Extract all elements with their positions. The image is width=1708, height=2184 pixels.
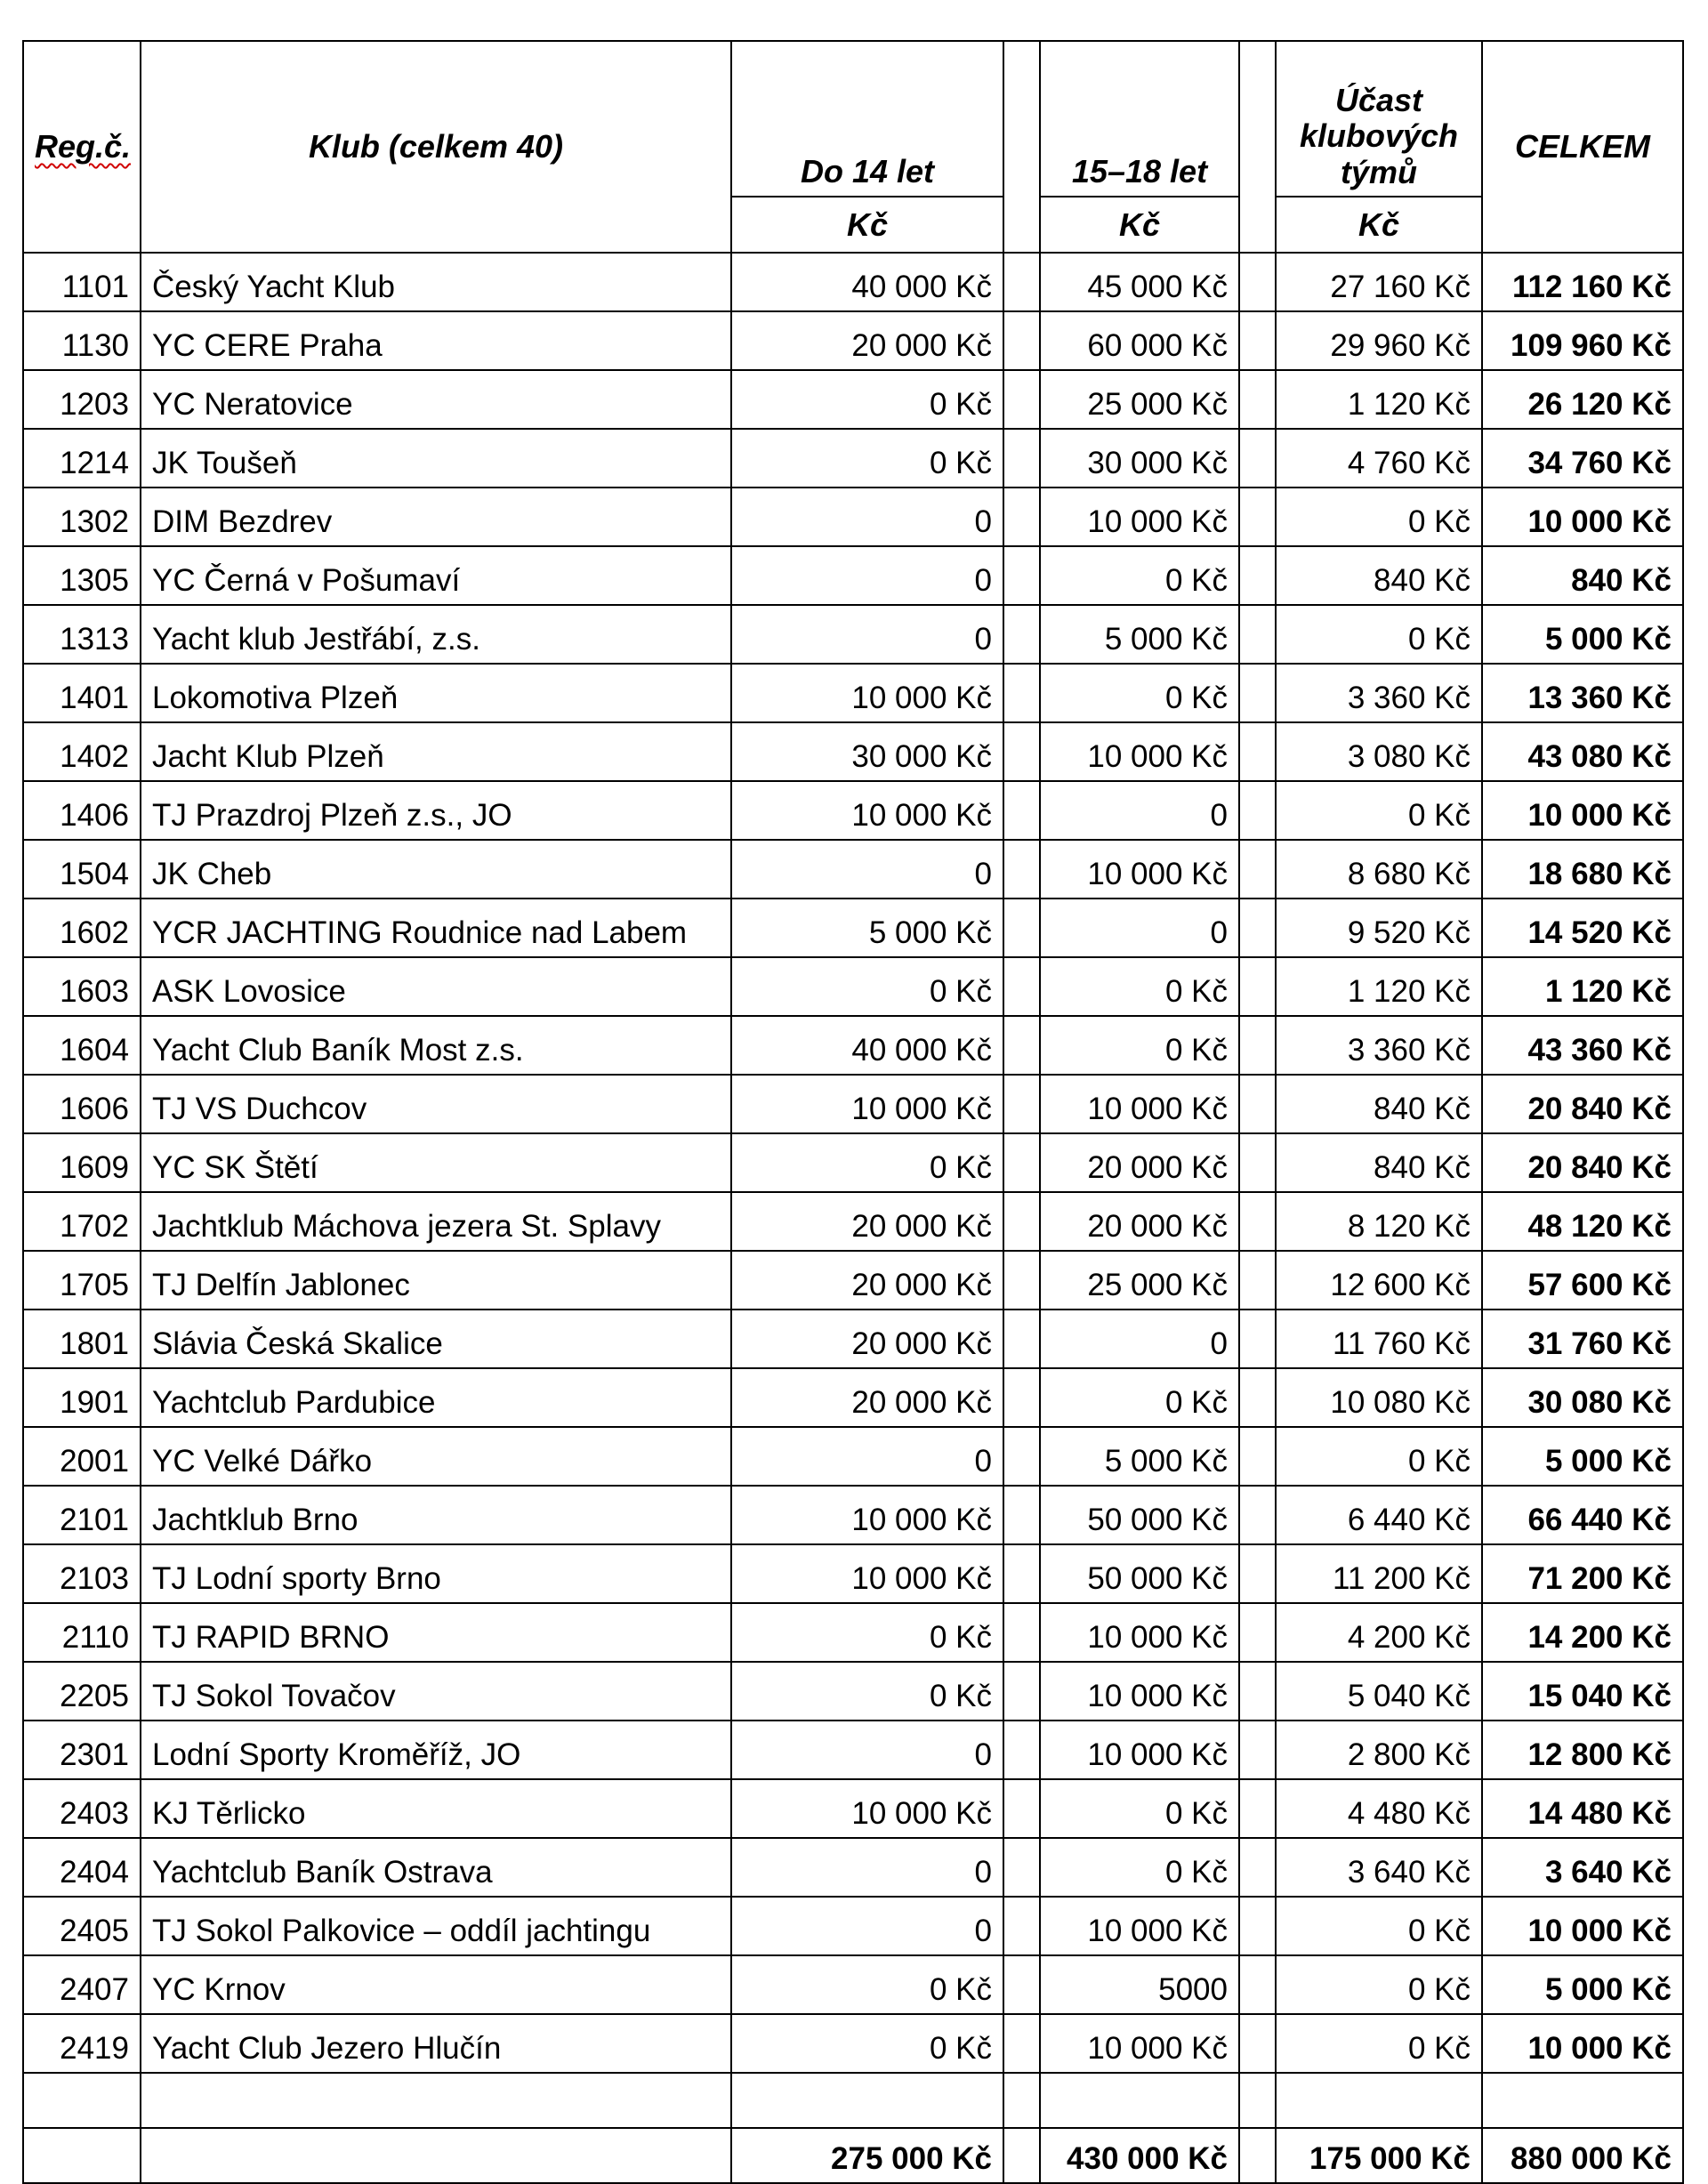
cell-total: 43 080 Kč: [1482, 722, 1683, 781]
cell-15-18: 0 Kč: [1040, 1368, 1239, 1427]
cell-15-18: 50 000 Kč: [1040, 1486, 1239, 1544]
cell-reg: 2405: [23, 1897, 141, 1955]
cell-club-teams: 0 Kč: [1276, 781, 1482, 840]
cell-under-14: 10 000 Kč: [731, 1544, 1003, 1603]
cell-total: 10 000 Kč: [1482, 781, 1683, 840]
cell-club: Yacht klub Jestřábí, z.s.: [141, 605, 731, 664]
spacer-cell: [1239, 311, 1276, 370]
cell-club: YC Velké Dářko: [141, 1427, 731, 1486]
spacer-cell: [1003, 1779, 1040, 1838]
spacer-cell: [1239, 429, 1276, 488]
cell-reg: 2419: [23, 2014, 141, 2073]
cell-reg: 2407: [23, 1955, 141, 2014]
cell-reg: 1603: [23, 957, 141, 1016]
spacer-cell: [1239, 1133, 1276, 1192]
grant-table: [22, 40, 1684, 2184]
header-unit-col1: Kč: [731, 197, 1003, 253]
cell-under-14: 0 Kč: [731, 957, 1003, 1016]
table-row: [23, 1016, 1683, 1075]
cell-reg: 1305: [23, 546, 141, 605]
spacer-cell: [1239, 1486, 1276, 1544]
cell-club-teams: 9 520 Kč: [1276, 899, 1482, 957]
table-row: [23, 546, 1683, 605]
cell-total: 15 040 Kč: [1482, 1662, 1683, 1721]
cell-reg: 1702: [23, 1192, 141, 1251]
cell-15-18: 0: [1040, 781, 1239, 840]
spacer-cell: [1239, 605, 1276, 664]
cell-15-18: 10 000 Kč: [1040, 2014, 1239, 2073]
cell-club: YC Černá v Pošumaví: [141, 546, 731, 605]
cell-under-14: 0: [731, 1838, 1003, 1897]
cell-reg: 1101: [23, 253, 141, 311]
cell-total: 18 680 Kč: [1482, 840, 1683, 899]
header-unit-col2: Kč: [1040, 197, 1239, 253]
spacer-cell: [1003, 1721, 1040, 1779]
cell-reg: 1406: [23, 781, 141, 840]
cell-15-18: 5 000 Kč: [1040, 605, 1239, 664]
cell-under-14: 10 000 Kč: [731, 664, 1003, 722]
cell-15-18: 0 Kč: [1040, 546, 1239, 605]
spacer-cell: [1003, 1662, 1040, 1721]
cell-club-teams: 1 120 Kč: [1276, 957, 1482, 1016]
header-total: CELKEM: [1482, 41, 1683, 253]
cell-under-14: 20 000 Kč: [731, 1310, 1003, 1368]
spacer-cell: [1239, 488, 1276, 546]
cell-under-14: 20 000 Kč: [731, 1368, 1003, 1427]
cell-club: JK Cheb: [141, 840, 731, 899]
cell-under-14: 0 Kč: [731, 1955, 1003, 2014]
table-row: [23, 1427, 1683, 1486]
cell-reg: 2404: [23, 1838, 141, 1897]
spacer-cell: [1239, 1544, 1276, 1603]
cell-total: 20 840 Kč: [1482, 1075, 1683, 1133]
cell-15-18: 20 000 Kč: [1040, 1192, 1239, 1251]
cell-total: 26 120 Kč: [1482, 370, 1683, 429]
cell-under-14: 0 Kč: [731, 1133, 1003, 1192]
table-row: [23, 1955, 1683, 2014]
cell-15-18: 5 000 Kč: [1040, 1427, 1239, 1486]
cell-reg: 1402: [23, 722, 141, 781]
spacer-cell: [1239, 899, 1276, 957]
cell-club-teams: 11 200 Kč: [1276, 1544, 1482, 1603]
spacer-cell: [1003, 1075, 1040, 1133]
spacer-cell: [1239, 1368, 1276, 1427]
spacer-cell: [1003, 605, 1040, 664]
cell-15-18: 0 Kč: [1040, 1779, 1239, 1838]
spacer-cell: [1239, 1016, 1276, 1075]
cell-reg: 2001: [23, 1427, 141, 1486]
cell-under-14: 0 Kč: [731, 2014, 1003, 2073]
header-col2: 15–18 let: [1040, 41, 1239, 197]
cell-under-14: 0: [731, 488, 1003, 546]
table-row: [23, 1133, 1683, 1192]
cell-club-teams: 2 800 Kč: [1276, 1721, 1482, 1779]
spacer-cell: [1003, 253, 1040, 311]
spacer-cell: [1003, 1133, 1040, 1192]
cell-total: 12 800 Kč: [1482, 1721, 1683, 1779]
spacer-cell: [1003, 899, 1040, 957]
cell-15-18: 10 000 Kč: [1040, 1603, 1239, 1662]
cell-15-18: 0 Kč: [1040, 1838, 1239, 1897]
cell-total: 48 120 Kč: [1482, 1192, 1683, 1251]
cell-under-14: 40 000 Kč: [731, 253, 1003, 311]
cell-club: Yacht Club Baník Most z.s.: [141, 1016, 731, 1075]
table-row: [23, 781, 1683, 840]
cell-15-18: 25 000 Kč: [1040, 370, 1239, 429]
cell-reg: 2103: [23, 1544, 141, 1603]
spacer-cell: [1003, 1368, 1040, 1427]
table-row: [23, 253, 1683, 311]
cell-total: 31 760 Kč: [1482, 1310, 1683, 1368]
cell-under-14: 30 000 Kč: [731, 722, 1003, 781]
table-row: [23, 899, 1683, 957]
cell-total: 109 960 Kč: [1482, 311, 1683, 370]
cell-15-18: 10 000 Kč: [1040, 1897, 1239, 1955]
cell-club-teams: 29 960 Kč: [1276, 311, 1482, 370]
spacer-cell: [1003, 1603, 1040, 1662]
cell-club: TJ Sokol Tovačov: [141, 1662, 731, 1721]
cell-club-teams: 840 Kč: [1276, 1075, 1482, 1133]
cell-under-14: 0: [731, 605, 1003, 664]
cell-under-14: 0: [731, 546, 1003, 605]
cell-total: 5 000 Kč: [1482, 1427, 1683, 1486]
cell-club-teams: 0 Kč: [1276, 1955, 1482, 2014]
cell-15-18: 0: [1040, 1310, 1239, 1368]
cell-total: 840 Kč: [1482, 546, 1683, 605]
spacer-cell: [1003, 664, 1040, 722]
spacer-cell: [1003, 840, 1040, 899]
cell-total: 66 440 Kč: [1482, 1486, 1683, 1544]
cell-total: 10 000 Kč: [1482, 488, 1683, 546]
cell-15-18: 20 000 Kč: [1040, 1133, 1239, 1192]
spacer-cell: [1239, 370, 1276, 429]
table-row: [23, 664, 1683, 722]
spacer-cell: [1003, 1955, 1040, 2014]
totals-row: [23, 2128, 1683, 2183]
cell-under-14: 10 000 Kč: [731, 1486, 1003, 1544]
table-row: [23, 1251, 1683, 1310]
cell-club-teams: 3 640 Kč: [1276, 1838, 1482, 1897]
cell-club-teams: 1 120 Kč: [1276, 370, 1482, 429]
cell-total: 14 480 Kč: [1482, 1779, 1683, 1838]
cell-club-teams: 12 600 Kč: [1276, 1251, 1482, 1310]
cell-under-14: 0 Kč: [731, 1662, 1003, 1721]
cell-total: 71 200 Kč: [1482, 1544, 1683, 1603]
cell-reg: 1401: [23, 664, 141, 722]
spacer-cell: [1003, 1486, 1040, 1544]
cell-15-18: 50 000 Kč: [1040, 1544, 1239, 1603]
spacer-cell: [1003, 546, 1040, 605]
cell-total: 14 520 Kč: [1482, 899, 1683, 957]
spacer-cell: [1003, 370, 1040, 429]
cell-under-14: 40 000 Kč: [731, 1016, 1003, 1075]
total-col3: 175 000 Kč: [1276, 2128, 1482, 2183]
cell-club: TJ Lodní sporty Brno: [141, 1544, 731, 1603]
table-row: [23, 957, 1683, 1016]
table-row: [23, 1838, 1683, 1897]
table-row: [23, 1544, 1683, 1603]
cell-reg: 1313: [23, 605, 141, 664]
spacer-cell: [1239, 1721, 1276, 1779]
spacer-cell: [1003, 1838, 1040, 1897]
cell-reg: 1705: [23, 1251, 141, 1310]
cell-club: KJ Těrlicko: [141, 1779, 731, 1838]
table-row: [23, 1075, 1683, 1133]
cell-under-14: 0 Kč: [731, 429, 1003, 488]
cell-reg: 1214: [23, 429, 141, 488]
spacer-cell: [1239, 253, 1276, 311]
cell-under-14: 0: [731, 1897, 1003, 1955]
cell-club: YC Neratovice: [141, 370, 731, 429]
table-row: [23, 2014, 1683, 2073]
cell-15-18: 10 000 Kč: [1040, 1075, 1239, 1133]
table-row: [23, 1662, 1683, 1721]
cell-club-teams: 0 Kč: [1276, 1427, 1482, 1486]
cell-club-teams: 3 360 Kč: [1276, 664, 1482, 722]
cell-under-14: 20 000 Kč: [731, 1192, 1003, 1251]
cell-under-14: 5 000 Kč: [731, 899, 1003, 957]
cell-15-18: 10 000 Kč: [1040, 1662, 1239, 1721]
table-row: [23, 1897, 1683, 1955]
cell-reg: 2403: [23, 1779, 141, 1838]
cell-reg: 1801: [23, 1310, 141, 1368]
cell-club: Yachtclub Pardubice: [141, 1368, 731, 1427]
cell-club: ASK Lovosice: [141, 957, 731, 1016]
spacer-cell: [1239, 1251, 1276, 1310]
cell-total: 20 840 Kč: [1482, 1133, 1683, 1192]
total-col2: 430 000 Kč: [1040, 2128, 1239, 2183]
cell-under-14: 10 000 Kč: [731, 1075, 1003, 1133]
cell-club: TJ Prazdroj Plzeň z.s., JO: [141, 781, 731, 840]
cell-club-teams: 0 Kč: [1276, 605, 1482, 664]
cell-club-teams: 11 760 Kč: [1276, 1310, 1482, 1368]
table-row: [23, 840, 1683, 899]
spacer-cell: [1239, 1955, 1276, 2014]
table-row: [23, 311, 1683, 370]
cell-15-18: 60 000 Kč: [1040, 311, 1239, 370]
cell-reg: 1604: [23, 1016, 141, 1075]
cell-total: 5 000 Kč: [1482, 1955, 1683, 2014]
cell-under-14: 0 Kč: [731, 1603, 1003, 1662]
spacer-cell: [1239, 546, 1276, 605]
cell-reg: 1606: [23, 1075, 141, 1133]
cell-reg: 1602: [23, 899, 141, 957]
cell-total: 34 760 Kč: [1482, 429, 1683, 488]
spacer-cell: [1003, 429, 1040, 488]
cell-15-18: 0: [1040, 899, 1239, 957]
cell-reg: 1901: [23, 1368, 141, 1427]
cell-club: Yacht Club Jezero Hlučín: [141, 2014, 731, 2073]
cell-15-18: 0 Kč: [1040, 1016, 1239, 1075]
cell-total: 43 360 Kč: [1482, 1016, 1683, 1075]
grand-total: 880 000 Kč: [1482, 2128, 1683, 2183]
cell-club: Lokomotiva Plzeň: [141, 664, 731, 722]
cell-club: Slávia Česká Skalice: [141, 1310, 731, 1368]
blank-row: [23, 2073, 1683, 2128]
table-row: [23, 1486, 1683, 1544]
spacer-cell: [1003, 1192, 1040, 1251]
cell-reg: 1130: [23, 311, 141, 370]
cell-reg: 2205: [23, 1662, 141, 1721]
cell-club-teams: 0 Kč: [1276, 2014, 1482, 2073]
spacer-cell: [1003, 957, 1040, 1016]
cell-under-14: 20 000 Kč: [731, 1251, 1003, 1310]
cell-club: TJ Sokol Palkovice – oddíl jachtingu: [141, 1897, 731, 1955]
header-club: Klub (celkem 40): [141, 41, 731, 253]
cell-under-14: 20 000 Kč: [731, 311, 1003, 370]
cell-total: 112 160 Kč: [1482, 253, 1683, 311]
total-col1: 275 000 Kč: [731, 2128, 1003, 2183]
cell-club-teams: 3 360 Kč: [1276, 1016, 1482, 1075]
cell-under-14: 10 000 Kč: [731, 1779, 1003, 1838]
cell-club-teams: 4 480 Kč: [1276, 1779, 1482, 1838]
cell-total: 1 120 Kč: [1482, 957, 1683, 1016]
spacer-cell: [1003, 2014, 1040, 2073]
spacer-cell: [1239, 1779, 1276, 1838]
cell-total: 30 080 Kč: [1482, 1368, 1683, 1427]
cell-club-teams: 0 Kč: [1276, 488, 1482, 546]
cell-15-18: 5000: [1040, 1955, 1239, 2014]
spacer-cell: [1239, 1897, 1276, 1955]
cell-reg: 2101: [23, 1486, 141, 1544]
table-row: [23, 1368, 1683, 1427]
table-row: [23, 722, 1683, 781]
cell-club: YC Krnov: [141, 1955, 731, 2014]
cell-club: Jachtklub Brno: [141, 1486, 731, 1544]
table-row: [23, 1310, 1683, 1368]
cell-15-18: 10 000 Kč: [1040, 1721, 1239, 1779]
spacer-cell: [1239, 957, 1276, 1016]
cell-under-14: 0: [731, 840, 1003, 899]
cell-club-teams: 10 080 Kč: [1276, 1368, 1482, 1427]
spacer-col: [1003, 41, 1040, 253]
header-unit-col3: Kč: [1276, 197, 1482, 253]
spacer-cell: [1239, 1838, 1276, 1897]
cell-total: 3 640 Kč: [1482, 1838, 1683, 1897]
cell-club-teams: 27 160 Kč: [1276, 253, 1482, 311]
header-reg: Reg.č.: [23, 41, 141, 253]
cell-club: YC CERE Praha: [141, 311, 731, 370]
spacer-cell: [1239, 1603, 1276, 1662]
cell-club: Yachtclub Baník Ostrava: [141, 1838, 731, 1897]
cell-15-18: 10 000 Kč: [1040, 840, 1239, 899]
cell-club-teams: 8 120 Kč: [1276, 1192, 1482, 1251]
cell-total: 10 000 Kč: [1482, 2014, 1683, 2073]
cell-under-14: 0: [731, 1721, 1003, 1779]
spacer-cell: [1239, 722, 1276, 781]
cell-15-18: 45 000 Kč: [1040, 253, 1239, 311]
cell-total: 13 360 Kč: [1482, 664, 1683, 722]
spacer-cell: [1003, 1427, 1040, 1486]
spacer-cell: [1239, 1662, 1276, 1721]
spacer-cell: [1003, 1310, 1040, 1368]
cell-reg: 1203: [23, 370, 141, 429]
header-col3: Účast klubových týmů: [1276, 41, 1482, 197]
table-row: [23, 488, 1683, 546]
cell-15-18: 25 000 Kč: [1040, 1251, 1239, 1310]
spacer-cell: [1003, 488, 1040, 546]
cell-club-teams: 5 040 Kč: [1276, 1662, 1482, 1721]
cell-club: DIM Bezdrev: [141, 488, 731, 546]
spacer-cell: [1003, 722, 1040, 781]
cell-club-teams: 3 080 Kč: [1276, 722, 1482, 781]
spacer-cell: [1239, 1427, 1276, 1486]
spacer-cell: [1239, 1075, 1276, 1133]
cell-total: 14 200 Kč: [1482, 1603, 1683, 1662]
cell-under-14: 0: [731, 1427, 1003, 1486]
table-row: [23, 1603, 1683, 1662]
cell-reg: 2301: [23, 1721, 141, 1779]
cell-total: 5 000 Kč: [1482, 605, 1683, 664]
cell-club: Jacht Klub Plzeň: [141, 722, 731, 781]
cell-reg: 1609: [23, 1133, 141, 1192]
spacer-cell: [1239, 1310, 1276, 1368]
cell-under-14: 10 000 Kč: [731, 781, 1003, 840]
cell-15-18: 0 Kč: [1040, 957, 1239, 1016]
spacer-cell: [1239, 2014, 1276, 2073]
cell-club-teams: 4 200 Kč: [1276, 1603, 1482, 1662]
cell-club-teams: 840 Kč: [1276, 546, 1482, 605]
cell-club-teams: 8 680 Kč: [1276, 840, 1482, 899]
cell-15-18: 10 000 Kč: [1040, 722, 1239, 781]
table-row: [23, 1779, 1683, 1838]
spacer-cell: [1003, 311, 1040, 370]
spacer-cell: [1003, 1016, 1040, 1075]
table-row: [23, 370, 1683, 429]
spacer-cell: [1239, 664, 1276, 722]
cell-reg: 2110: [23, 1603, 141, 1662]
table-row: [23, 605, 1683, 664]
cell-club-teams: 0 Kč: [1276, 1897, 1482, 1955]
cell-club: TJ Delfín Jablonec: [141, 1251, 731, 1310]
spacer-cell: [1239, 840, 1276, 899]
spacer-cell: [1003, 781, 1040, 840]
cell-club: YCR JACHTING Roudnice nad Labem: [141, 899, 731, 957]
cell-club: TJ VS Duchcov: [141, 1075, 731, 1133]
cell-club: Jachtklub Máchova jezera St. Splavy: [141, 1192, 731, 1251]
table-row: [23, 1192, 1683, 1251]
spacer-col: [1239, 41, 1276, 253]
table-row: [23, 1721, 1683, 1779]
header-col1: Do 14 let: [731, 41, 1003, 197]
spacer-cell: [1003, 1251, 1040, 1310]
cell-reg: 1504: [23, 840, 141, 899]
cell-total: 57 600 Kč: [1482, 1251, 1683, 1310]
cell-club: Lodní Sporty Kroměříž, JO: [141, 1721, 731, 1779]
spacer-cell: [1003, 1897, 1040, 1955]
cell-15-18: 0 Kč: [1040, 664, 1239, 722]
cell-club-teams: 840 Kč: [1276, 1133, 1482, 1192]
cell-club: TJ RAPID BRNO: [141, 1603, 731, 1662]
cell-club-teams: 6 440 Kč: [1276, 1486, 1482, 1544]
spacer-cell: [1239, 781, 1276, 840]
cell-reg: 1302: [23, 488, 141, 546]
cell-club-teams: 4 760 Kč: [1276, 429, 1482, 488]
cell-15-18: 30 000 Kč: [1040, 429, 1239, 488]
spacer-cell: [1239, 1192, 1276, 1251]
cell-total: 10 000 Kč: [1482, 1897, 1683, 1955]
cell-15-18: 10 000 Kč: [1040, 488, 1239, 546]
spacer-cell: [1003, 1544, 1040, 1603]
table-row: [23, 429, 1683, 488]
cell-under-14: 0 Kč: [731, 370, 1003, 429]
cell-club: JK Toušeň: [141, 429, 731, 488]
cell-club: Český Yacht Klub: [141, 253, 731, 311]
cell-club: YC SK Štětí: [141, 1133, 731, 1192]
